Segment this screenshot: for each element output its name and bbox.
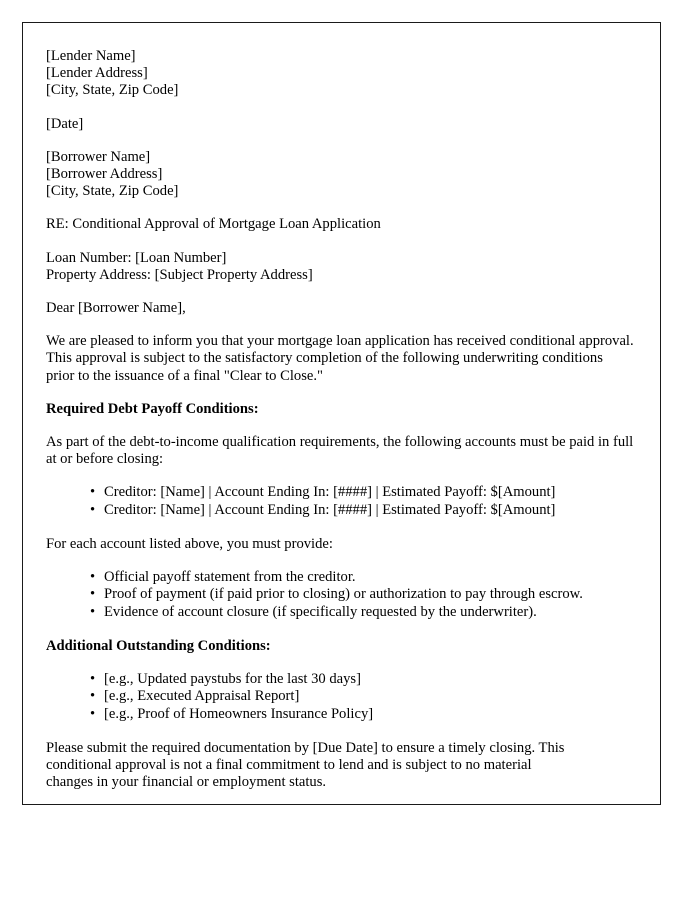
recipient-address-block bbox=[46, 149, 634, 201]
sender-name: [Lender Name] bbox=[46, 48, 136, 64]
list-item: • Official payoff statement from the creditor. bbox=[90, 569, 634, 587]
sender-address-block bbox=[46, 48, 634, 100]
sender-street: [Lender Address] bbox=[46, 65, 148, 82]
closing-line-2: conditional approval is not a final commitment to lend and is subject to no material bbox=[46, 756, 532, 773]
list-item: • [e.g., Proof of Homeowners Insurance Policy] bbox=[90, 706, 634, 724]
recipient-city-state-zip: [City, State, Zip Code] bbox=[46, 183, 179, 200]
date-block bbox=[46, 116, 634, 133]
letter-date: [Date] bbox=[46, 115, 84, 132]
loan-number: Loan Number: [Loan Number] bbox=[46, 249, 227, 266]
recipient-street: [Borrower Address] bbox=[46, 166, 163, 183]
required-debt-payoff-heading: Required Debt Payoff Conditions: bbox=[46, 400, 259, 417]
list-item: • [e.g., Updated paystubs for the last 30 days] bbox=[90, 671, 634, 689]
payoff-accounts-list bbox=[46, 484, 634, 519]
document-page bbox=[22, 22, 661, 805]
salutation: Dear [Borrower Name], bbox=[46, 300, 186, 317]
additional-conditions-heading: Additional Outstanding Conditions: bbox=[46, 637, 271, 654]
list-item: • [e.g., Executed Appraisal Report] bbox=[90, 688, 634, 706]
list-item: • Creditor: [Name] | Account Ending In: [####] | Estimated Payoff: $[Amount] bbox=[90, 484, 634, 502]
payoff-intro-paragraph: As part of the debt-to-income qualification requirements, the following accounts must be paid in full at or before closing: bbox=[46, 434, 634, 468]
list-item: • Creditor: [Name] | Account Ending In: [####] | Estimated Payoff: $[Amount] bbox=[90, 502, 634, 520]
recipient-name: [Borrower Name] bbox=[46, 148, 151, 165]
letter-body bbox=[46, 48, 634, 794]
property-address: Property Address: [Subject Property Address] bbox=[46, 266, 313, 283]
opening-paragraph: We are pleased to inform you that your mortgage loan application has received conditional approval. This approval is subject to the satisfactory completion of the following underwriting conditions prior to the issuance of a final "Clear to Close." bbox=[46, 333, 634, 384]
closing-line-1: Please submit the required documentation by [Due Date] to ensure a timely closing. This bbox=[46, 739, 565, 756]
closing-paragraph bbox=[46, 739, 634, 791]
documentation-intro-paragraph: For each account listed above, you must provide: bbox=[46, 535, 333, 552]
list-item: • Proof of payment (if paid prior to closing) or authorization to pay through escrow. bbox=[90, 586, 634, 604]
list-item: • Evidence of account closure (if specifically requested by the underwriter). bbox=[90, 604, 634, 622]
closing-line-3-clipped: changes in your financial or employment status. bbox=[46, 774, 327, 791]
subject-line: RE: Conditional Approval of Mortgage Loan Application bbox=[46, 216, 381, 233]
additional-conditions-list bbox=[46, 671, 634, 724]
loan-details-block bbox=[46, 250, 634, 284]
documentation-requirements-list bbox=[46, 569, 634, 622]
sender-city-state-zip: [City, State, Zip Code] bbox=[46, 82, 179, 99]
